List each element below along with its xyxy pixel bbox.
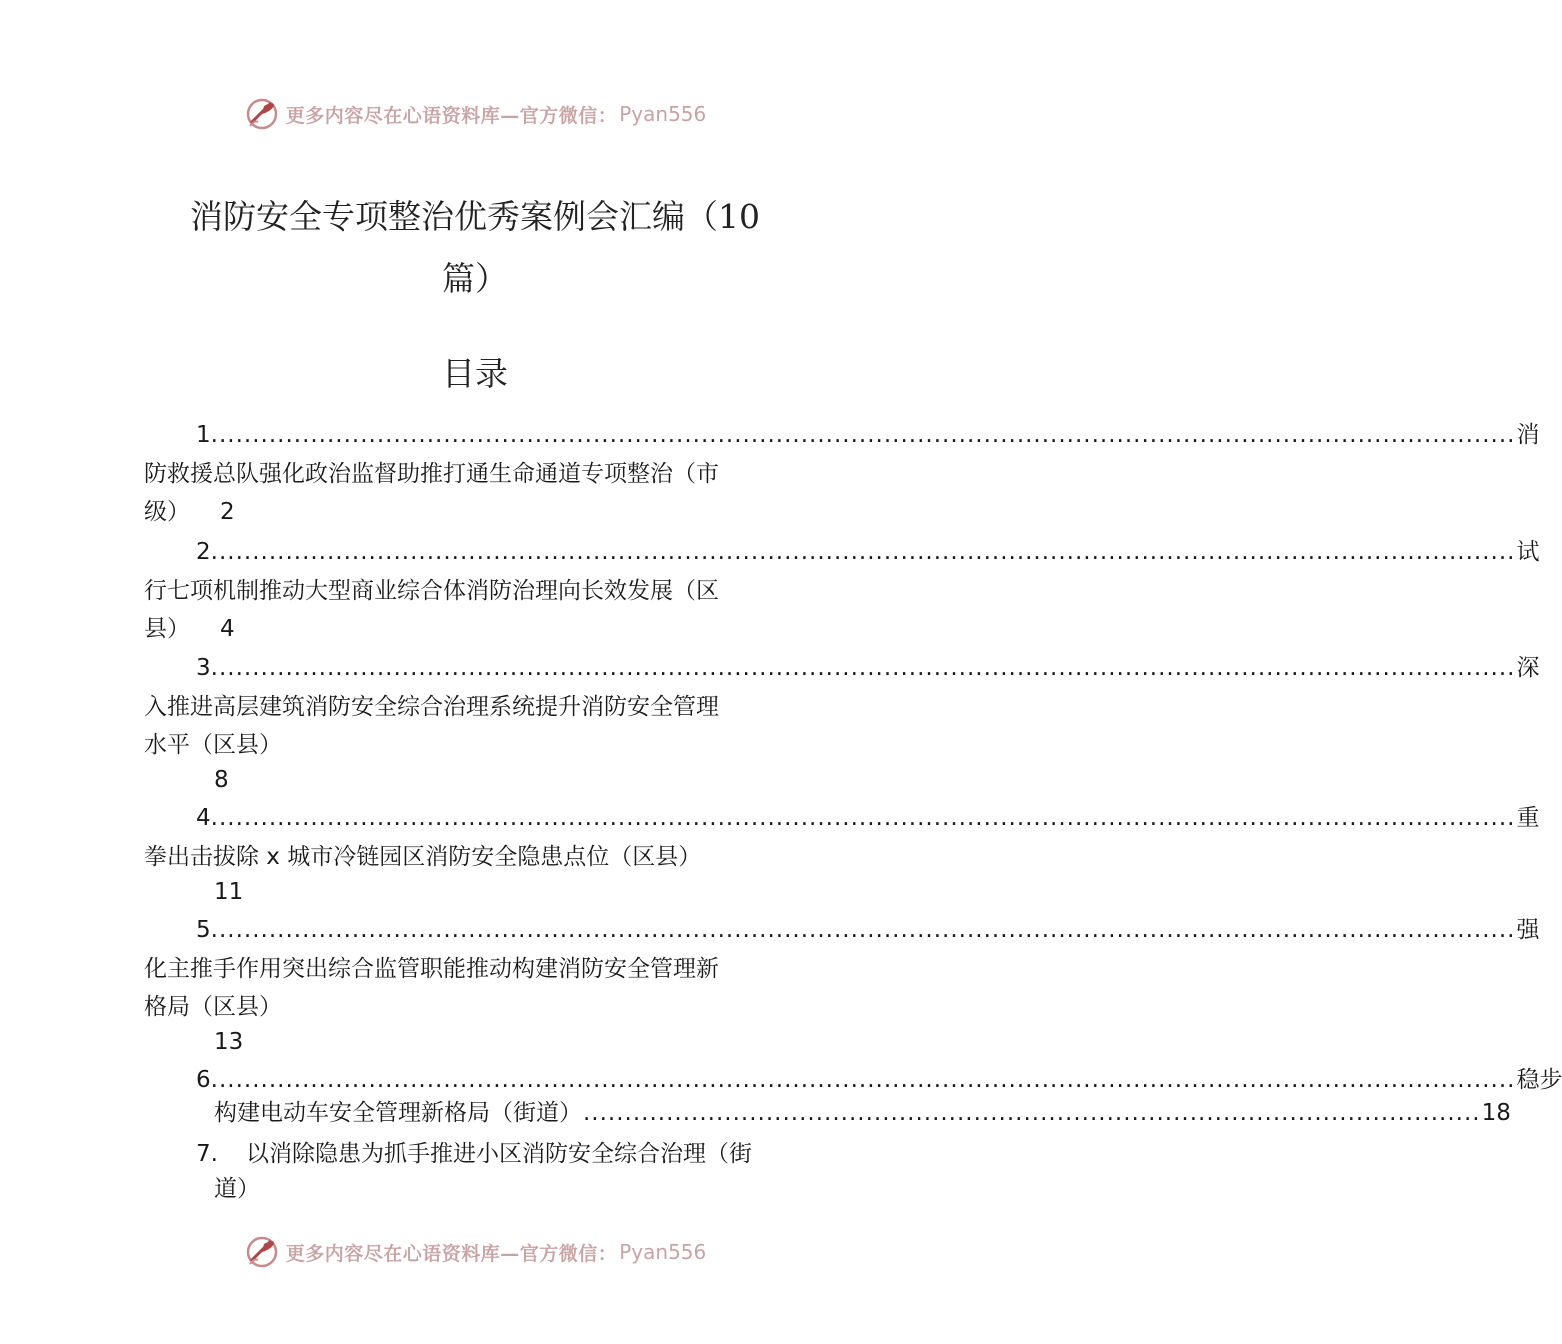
toc-first-char: 试 (1516, 539, 1540, 565)
watermark-text: 更多内容尽在心语资料库—官方微信： (285, 104, 618, 127)
toc-entry-2-text-cont[interactable]: 县） 4 (144, 616, 235, 642)
toc-first-char: 稳步 (1516, 1067, 1562, 1093)
dot-leader: ............................................................................................................ (583, 1100, 1481, 1126)
toc-first-char: 消 (1516, 422, 1540, 448)
toc-number: 4. (196, 805, 218, 831)
toc-entry-4-text[interactable]: 拳出击拔除 x 城市冷链园区消防安全隐患点位（区县） (144, 844, 702, 870)
toc-heading: 目录 (442, 354, 508, 393)
dot-leader: ............................................................................................................................................................ (218, 655, 1516, 681)
toc-entry-3-text[interactable]: 入推进高层建筑消防安全综合治理系统提升消防安全管理 (144, 694, 719, 720)
toc-number: 3. (196, 655, 218, 681)
dot-leader: ............................................................................................................................................................ (218, 539, 1516, 565)
toc-page-number: 18 (1481, 1100, 1511, 1126)
quill-logo-icon (244, 96, 280, 132)
toc-number: 1. (196, 422, 218, 448)
watermark-wechat-id: Pyan556 (619, 1240, 707, 1264)
dot-leader: ............................................................................................................................................................ (218, 422, 1516, 448)
toc-entry-3-leader[interactable] (196, 651, 1540, 685)
watermark-wechat-id: Pyan556 (619, 102, 707, 126)
toc-entry-5-text-cont[interactable]: 格局（区县） (144, 994, 282, 1020)
watermark-header (0, 94, 950, 134)
quill-logo-icon (244, 1234, 280, 1270)
toc-page-number: 4 (220, 616, 235, 642)
toc-entry-1-text[interactable]: 防救援总队强化政治监督助推打通生命通道专项整治（市 (144, 461, 719, 487)
toc-number: 6. (196, 1067, 218, 1093)
toc-first-char: 深 (1516, 655, 1540, 681)
toc-number: 5. (196, 917, 218, 943)
toc-entry-5-leader[interactable] (196, 913, 1540, 947)
title-line-2: 篇） (442, 259, 508, 298)
toc-number: 7. (196, 1141, 218, 1167)
title-line-1: 消防安全专项整治优秀案例会汇编（10 (190, 197, 760, 236)
toc-entry-1-leader[interactable] (196, 418, 1540, 452)
toc-entry-2-leader[interactable] (196, 535, 1540, 569)
toc-page-number: 8 (214, 767, 229, 793)
toc-entry-6-text[interactable]: 构建电动车安全管理新格局（街道） ............................................................................................................ 18 (214, 1096, 814, 1130)
toc-first-char: 重 (1516, 805, 1540, 831)
toc-entry-1-text-cont[interactable]: 级） 2 (144, 499, 235, 525)
toc-page-number: 11 (214, 879, 244, 905)
dot-leader: ............................................................................................................................................................ (218, 1067, 1516, 1093)
dot-leader: ............................................................................................................................................................ (218, 805, 1516, 831)
toc-number: 2. (196, 539, 218, 565)
toc-page-number: 13 (214, 1029, 244, 1055)
toc-entry-7-text[interactable]: 7. 以消除隐患为抓手推进小区消防安全综合治理（街 (196, 1141, 752, 1167)
toc-first-char: 强 (1516, 917, 1540, 943)
document-title (150, 186, 800, 310)
watermark-text: 更多内容尽在心语资料库—官方微信： (285, 1242, 618, 1265)
dot-leader: ............................................................................................................................................................ (218, 917, 1516, 943)
toc-entry-3-text-cont[interactable]: 水平（区县） (144, 732, 282, 758)
toc-entry-7-text-cont[interactable]: 道） (214, 1176, 260, 1202)
toc-entry-4-leader[interactable] (196, 801, 1540, 835)
toc-entry-6-leader[interactable] (196, 1063, 1562, 1097)
toc-entry-2-text[interactable]: 行七项机制推动大型商业综合体消防治理向长效发展（区 (144, 578, 719, 604)
toc-page-number: 2 (220, 499, 235, 525)
toc-entry-5-text[interactable]: 化主推手作用突出综合监管职能推动构建消防安全管理新 (144, 956, 719, 982)
watermark-footer (0, 1232, 950, 1272)
